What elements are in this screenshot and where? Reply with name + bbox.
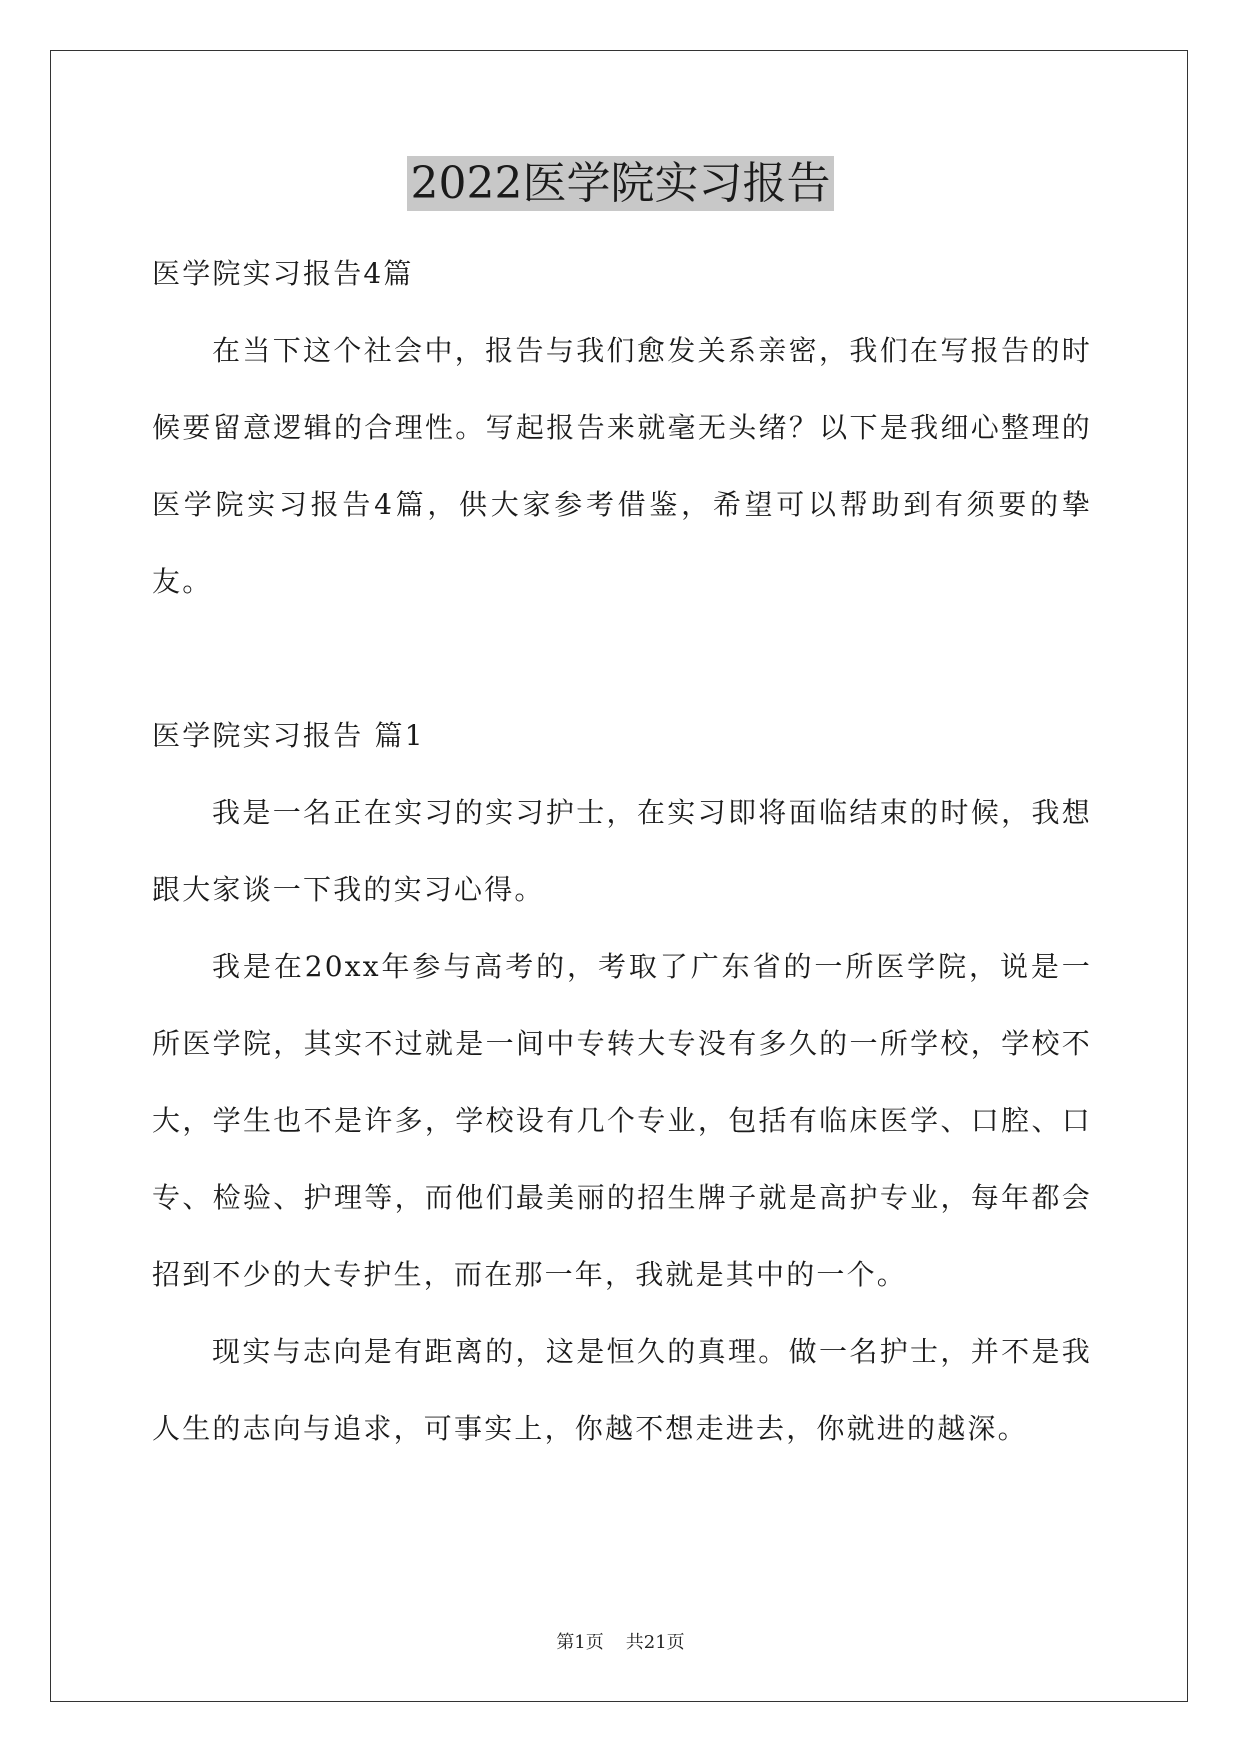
body-paragraph-1: 我是一名正在实习的实习护士，在实习即将面临结束的时候，我想跟大家谈一下我的实习心得。 <box>152 796 1092 906</box>
section-heading: 医学院实习报告 篇1 <box>152 719 425 752</box>
body-paragraph-3: 现实与志向是有距离的，这是恒久的真理。做一名护士，并不是我人生的志向与追求，可事实上，你越不想走进去，你就进的越深。 <box>152 1335 1092 1445</box>
intro-paragraph: 在当下这个社会中，报告与我们愈发关系亲密，我们在写报告的时候要留意逻辑的合理性。写起报告来就毫无头绪？以下是我细心整理的医学院实习报告4篇，供大家参考借鉴，希望可以帮助到有须要的挚友。 <box>152 334 1092 598</box>
body-paragraph-2: 我是在20xx年参与高考的，考取了广东省的一所医学院，说是一所医学院，其实不过就是一间中专转大专没有多久的一所学校，学校不大，学生也不是许多，学校设有几个专业，包括有临床医学、口腔、口专、检验、护理等，而他们最美丽的招生牌子就是高护专业，每年都会招到不少的大专护生，而在那一年，我就是其中的一个。 <box>152 950 1092 1291</box>
document-title-text: 2022医学院实习报告 <box>407 156 835 211</box>
document-title <box>0 155 1241 213</box>
document-body <box>152 235 1092 1467</box>
page-number: 第1页 <box>556 1632 604 1653</box>
total-pages: 共21页 <box>625 1632 685 1653</box>
intro-heading: 医学院实习报告4篇 <box>152 257 414 290</box>
section-spacer <box>152 620 1092 697</box>
page-footer <box>0 1628 1241 1654</box>
